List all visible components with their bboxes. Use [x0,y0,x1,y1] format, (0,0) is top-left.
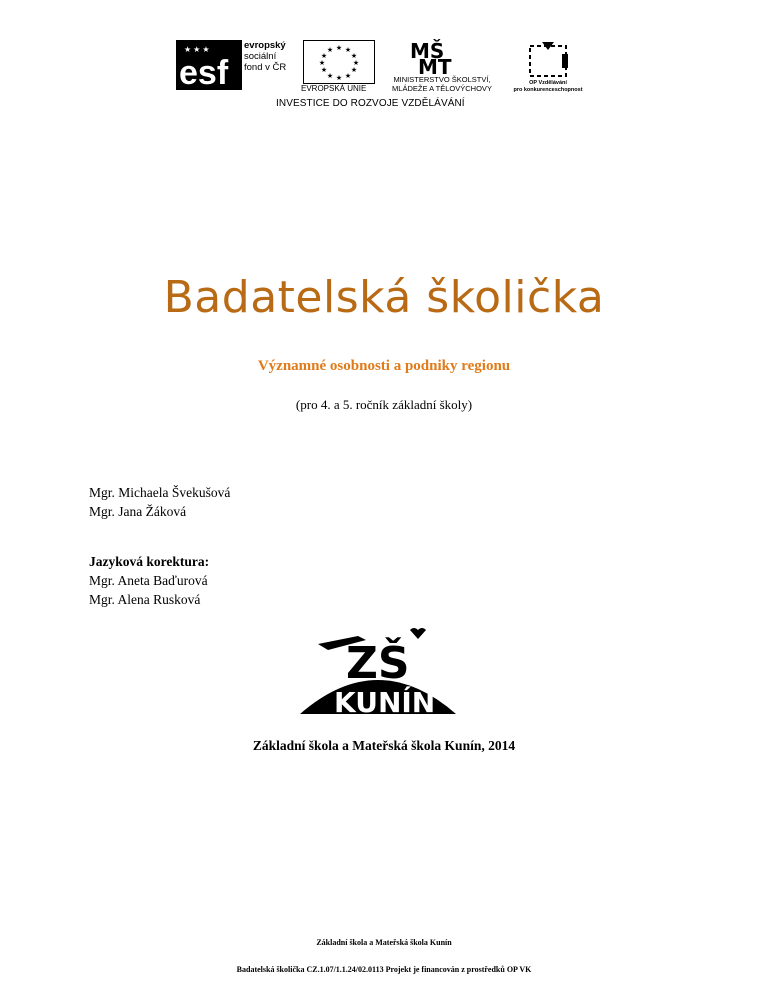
esf-text-line2: sociální [244,51,277,62]
footer-school: Základní škola a Mateřská škola Kunín [316,938,452,947]
document-subtitle: Významné osobnosti a podniky regionu [257,358,511,374]
esf-logo [176,40,242,90]
proofreading-heading: Jazyková korektura: [89,554,210,569]
msmt-label-line1: MINISTERSTVO ŠKOLSTVÍ, [393,75,491,84]
msmt-label-line2: MLÁDEŽE A TĚLOVÝCHOVY [392,84,492,93]
school-logo-bottom-letters: KUNÍN [334,686,436,716]
esf-text-line3: fond v ČR [244,62,287,73]
author-name: Mgr. Michaela Švekušová [89,485,231,500]
msmt-logo [410,38,460,80]
svg-text:★: ★ [326,46,334,54]
eu-label: EVROPSKÁ UNIE [301,84,367,93]
svg-text:★: ★ [318,59,326,67]
svg-text:esf: esf [179,54,229,90]
school-name: Základní škola a Mateřská škola Kunín, 2014 [252,738,516,753]
document-title: Badatelská školička [163,272,605,323]
proofreader-name: Mgr. Aneta Baďurová [89,573,208,588]
eu-flag-logo [303,40,375,84]
svg-text:★: ★ [320,66,328,74]
svg-text:★: ★ [350,66,358,74]
op-label-line1: OP Vzdělávání [529,80,567,86]
svg-text:MT: MT [418,55,452,79]
grade-note: (pro 4. a 5. ročník základní školy) [295,397,473,412]
esf-text-line1: evropský [244,40,286,51]
svg-text:★: ★ [335,74,343,82]
svg-text:★: ★ [352,59,360,67]
proofreading-block [89,552,209,609]
svg-text:★: ★ [326,72,334,80]
svg-text:★: ★ [320,52,328,60]
svg-text:★: ★ [350,52,358,60]
esf-logo-text [244,40,286,73]
authors-list [89,483,230,521]
op-label-line2: pro konkurenceschopnost [513,87,583,93]
school-logo [298,626,458,716]
investice-tagline: INVESTICE DO ROZVOJE VZDĚLÁVÁNÍ [276,98,465,109]
svg-text:★: ★ [335,44,343,52]
svg-text:★: ★ [344,72,352,80]
svg-text:★: ★ [344,46,352,54]
msmt-label [382,75,502,93]
proofreader-name: Mgr. Alena Rusková [89,592,201,607]
svg-text:★ ★ ★: ★ ★ ★ [184,45,210,54]
op-vk-logo [524,40,574,82]
school-logo-top-letters: ZŠ [346,638,410,689]
footer-project: Badatelská školička CZ.1.07/1.1.24/02.0113 Projekt je financován z prostředků OP VK [236,965,532,974]
author-name: Mgr. Jana Žáková [89,504,187,519]
svg-text:MŠ: MŠ [410,39,445,63]
op-vk-label [506,80,590,94]
